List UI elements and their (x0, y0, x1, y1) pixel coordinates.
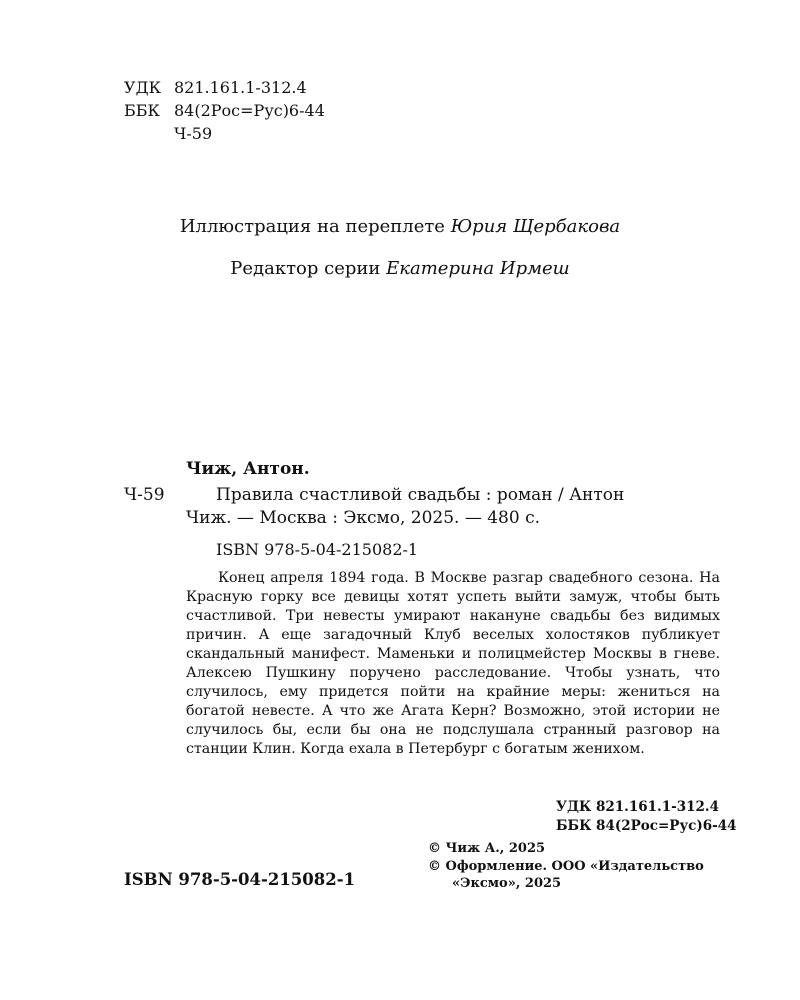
bib-code: Ч-59 (124, 485, 165, 505)
bib-isbn: ISBN 978-5-04-215082-1 (216, 540, 419, 559)
footer-isbn: ISBN 978-5-04-215082-1 (124, 870, 356, 889)
copyright-design-line1: © Оформление. ООО «Издательство (428, 858, 704, 874)
udk-label: УДК (124, 78, 161, 97)
editor-prefix: Редактор серии (230, 258, 381, 279)
right-classification (556, 798, 737, 836)
illustration-credit (0, 216, 800, 237)
bbk-label: ББК (124, 101, 160, 120)
bib-author: Чиж, Антон. (186, 459, 310, 479)
copyright-design-line2: «Эксмо», 2025 (452, 876, 562, 891)
illustrator-name: Юрия Щербакова (450, 216, 621, 237)
bib-title-line2: Чиж. — Москва : Эксмо, 2025. — 480 с. (186, 508, 541, 528)
editor-name: Екатерина Ирмеш (386, 258, 570, 279)
copyright-author: © Чиж А., 2025 (428, 841, 546, 856)
udk-row (124, 76, 325, 99)
classification-block (124, 76, 325, 145)
udk-value: 821.161.1-312.4 (174, 78, 307, 97)
right-bbk: ББК 84(2Рос=Рус)6-44 (556, 818, 737, 834)
illustration-prefix: Иллюстрация на переплете (179, 216, 445, 237)
author-mark-row (124, 122, 325, 145)
bbk-row (124, 99, 325, 122)
bib-title-line1: Правила счастливой свадьбы : роман / Антон (216, 485, 625, 505)
annotation-paragraph: Конец апреля 1894 года. В Москве разгар свадебного сезона. На Красную горку все девицы хотят успеть выйти замуж, чтобы быть счастливой. Три невесты умирают накануне свадьбы без видимых причин. А еще загадочный Клуб веселых холостяков публикует скандальный манифест. Маменьки и полицмейстер Москвы в гневе. Алексею Пушкину поручено расследование. Чтобы узнать, что случилось, ему придется пойти на крайние меры: жениться на богатой невесте. А что же Агата Керн? Возможно, этой истории не случилось бы, если бы она не подслушала странный разговор на станции Клин. Когда ехала в Петербург с богатым женихом. (186, 570, 720, 757)
bbk-value: 84(2Рос=Рус)6-44 (174, 101, 325, 120)
right-udk: УДК 821.161.1-312.4 (556, 799, 719, 815)
copyright-block (428, 840, 704, 893)
author-mark: Ч-59 (174, 124, 213, 143)
editor-credit (0, 258, 800, 279)
